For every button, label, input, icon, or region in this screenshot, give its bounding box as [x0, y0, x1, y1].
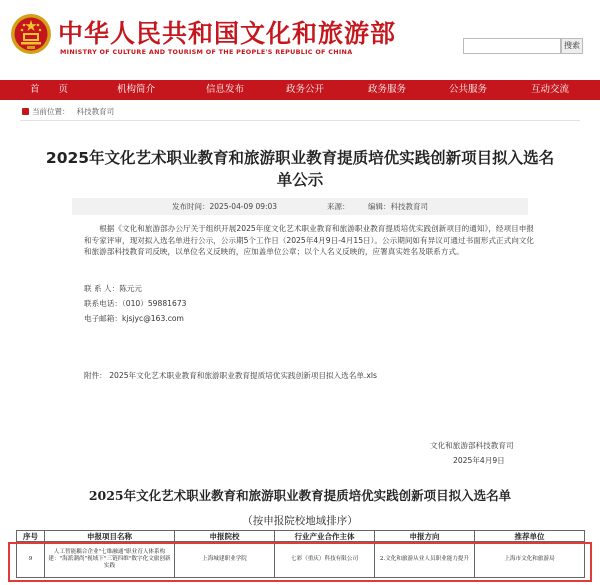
national-emblem-icon[interactable] [10, 13, 52, 55]
cell-direction: 2.文化和旅游从业人员职业能力提升 [375, 542, 475, 578]
list-title: 2025年文化艺术职业教育和旅游职业教育提质培优实践创新项目拟入选名单 [88, 488, 512, 503]
cell-project-name: 人工智能耦合企业"七维融通"职业育人体系构建："海派潮尚"视域下"三链四维"数字化文旅创新实践 [45, 542, 175, 578]
main-nav [0, 80, 600, 100]
column-header: 申报项目名称 [45, 531, 175, 542]
nav-item-news[interactable]: 信息发布 [206, 84, 245, 95]
cell-partner: 七彩（重庆）科技有限公司 [275, 542, 375, 578]
nav-item-open-gov[interactable]: 政务公开 [286, 84, 325, 95]
column-header: 申报院校 [175, 531, 275, 542]
contact-person: 联 系 人：陈元元 [84, 284, 142, 293]
column-header: 申报方向 [375, 531, 475, 542]
candidate-table [16, 530, 585, 578]
divider [20, 120, 580, 121]
nav-item-interaction[interactable]: 互动交流 [531, 84, 570, 95]
search-input[interactable] [463, 38, 561, 54]
site-header [0, 0, 600, 72]
nav-item-about[interactable]: 机构简介 [117, 84, 156, 95]
article-meta [72, 198, 528, 215]
column-header: 推荐单位 [475, 531, 585, 542]
breadcrumb-current[interactable]: 科技教育司 [76, 107, 115, 116]
article-body: 根据《文化和旅游部办公厅关于组织开展2025年度文化艺术职业教育和旅游职业教育提质培优实践创新项目的通知》，经项目申报和专家评审，现对拟入选名单进行公示，公示期5个工作日（2025年4月9日-4月15日）。公示期间如有异议可通过书面形式正式向文化和旅游部科技教育司反映，以单位名义反映的，应加盖单位公章；以个人名义反映的，应署真实姓名及联系方式。 [84, 224, 534, 257]
cell-school: 上海城建职业学院 [175, 542, 275, 578]
table-row [17, 542, 585, 578]
signature-date: 2025年4月9日 [453, 456, 505, 465]
editor-label: 编辑：科技教育司 [368, 202, 428, 211]
attachment-link[interactable]: 附件： 2025年文化艺术职业教育和旅游职业教育提质培优实践创新项目拟入选名单.xls [84, 371, 377, 380]
nav-item-home[interactable]: 首 页 [30, 84, 69, 95]
breadcrumb [22, 106, 114, 117]
contact-email: 电子邮箱：kjsjyc@163.com [84, 314, 184, 323]
cell-no: 9 [17, 542, 45, 578]
site-subtitle-en: MINISTRY OF CULTURE AND TOURISM OF THE PEOPLE'S REPUBLIC OF CHINA [60, 48, 353, 56]
column-header: 序号 [17, 531, 45, 542]
cell-recommender: 上海市文化和旅游局 [475, 542, 585, 578]
article-title: 2025年文化艺术职业教育和旅游职业教育提质培优实践创新项目拟入选名单公示 [45, 149, 555, 189]
contact-phone: 联系电话：（010）59881673 [84, 299, 187, 308]
signature-org: 文化和旅游部科技教育司 [430, 441, 514, 450]
breadcrumb-label: 当前位置： [32, 107, 70, 116]
site-title[interactable]: 中华人民共和国文化和旅游部 [58, 19, 397, 48]
nav-item-public-service[interactable]: 公共服务 [449, 84, 488, 95]
table-header-row [17, 531, 585, 542]
nav-item-gov-service[interactable]: 政务服务 [368, 84, 407, 95]
location-icon [22, 108, 29, 115]
publish-time: 发布时间：2025-04-09 09:03 [172, 202, 278, 211]
search-button[interactable]: 搜索 [561, 38, 583, 54]
source-label: 来源： [327, 202, 350, 211]
column-header: 行业产业合作主体 [275, 531, 375, 542]
list-subtitle: （按申报院校地域排序） [242, 515, 358, 527]
